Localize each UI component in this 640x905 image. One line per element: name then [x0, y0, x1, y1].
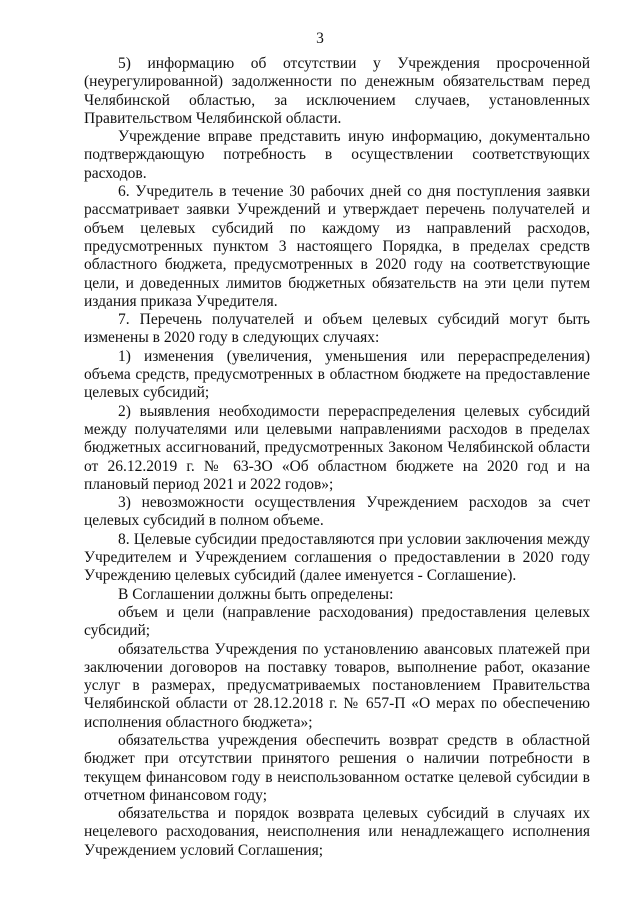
paragraph-case-3: 3) невозможности осуществления Учреждением расходов за счет целевых субсидий в полном объеме.	[84, 494, 590, 530]
paragraph-item-5-information: 5) информацию об отсутствии у Учреждения просроченной (неурегулированной) задолженности по денежным обязательствам перед Челябинской областью, за исключением случаев, установленных Правительством Челябинской области.	[84, 55, 590, 127]
paragraph-case-1: 1) изменения (увеличения, уменьшения или перераспределения) объема средств, предусмотренных в областном бюджете на предоставление целевых субсидий;	[84, 347, 590, 402]
paragraph-agreement-intro: В Соглашении должны быть определены:	[118, 585, 394, 603]
paragraph-clause-7: 7. Перечень получателей и объем целевых субсидий могут быть изменены в 2020 году в следующих случаях:	[84, 311, 590, 347]
paragraph-clause-8: 8. Целевые субсидии предоставляются при условии заключения между Учредителем и Учреждением соглашения о предоставлении в 2020 году Учреждению целевых субсидий (далее именуется - Соглашение).	[84, 530, 590, 585]
paragraph-agreement-volume: объем и цели (направление расходования) предоставления целевых субсидий;	[84, 603, 590, 640]
paragraph-other-information: Учреждение вправе представить иную информацию, документально подтверждающую потребность в осуществлении соответствующих расходов.	[84, 128, 590, 182]
page-number: 3	[316, 30, 324, 47]
paragraph-agreement-advance-payments: обязательства Учреждения по установлению авансовых платежей при заключении договоров на поставку товаров, выполнение работ, оказание услуг в размерах, предусматриваемых постановлением Правительства Челябинской области от 28.12.2018 г. № 657-П «О мерах по обеспечению исполнения областного бюджета»;	[84, 640, 590, 731]
paragraph-case-2: 2) выявления необходимости перераспределения целевых субсидий между получателями или целевыми направлениями расходов в пределах бюджетных ассигнований, предусмотренных Законом Челябинской области от 26.12.2019 г. № 63-ЗО «Об областном бюджете на 2020 год и на плановый период 2021 и 2022 годов»;	[84, 402, 590, 493]
document-body	[84, 55, 590, 860]
paragraph-agreement-return-funds: обязательства учреждения обеспечить возврат средств в областной бюджет при отсутствии принятого решения о наличии потребности в текущем финансовом году в неиспользованном остатке целевой субсидии в отчетном финансовом году;	[84, 731, 590, 804]
paragraph-agreement-return-procedure: обязательства и порядок возврата целевых субсидий в случаях их нецелевого расходования, неисполнения или ненадлежащего исполнения Учреждением условий Соглашения;	[84, 805, 590, 859]
paragraph-clause-6: 6. Учредитель в течение 30 рабочих дней со дня поступления заявки рассматривает заявки Учреждений и утверждает перечень получателей и объем целевых субсидий по каждому из направлений расходов, предусмотренных пунктом 3 настоящего Порядка, в пределах средств областного бюджета, предусмотренных в 2020 году на соответствующие цели, и доведенных лимитов бюджетных обязательств на эти цели путем издания приказа Учредителя.	[84, 183, 590, 310]
